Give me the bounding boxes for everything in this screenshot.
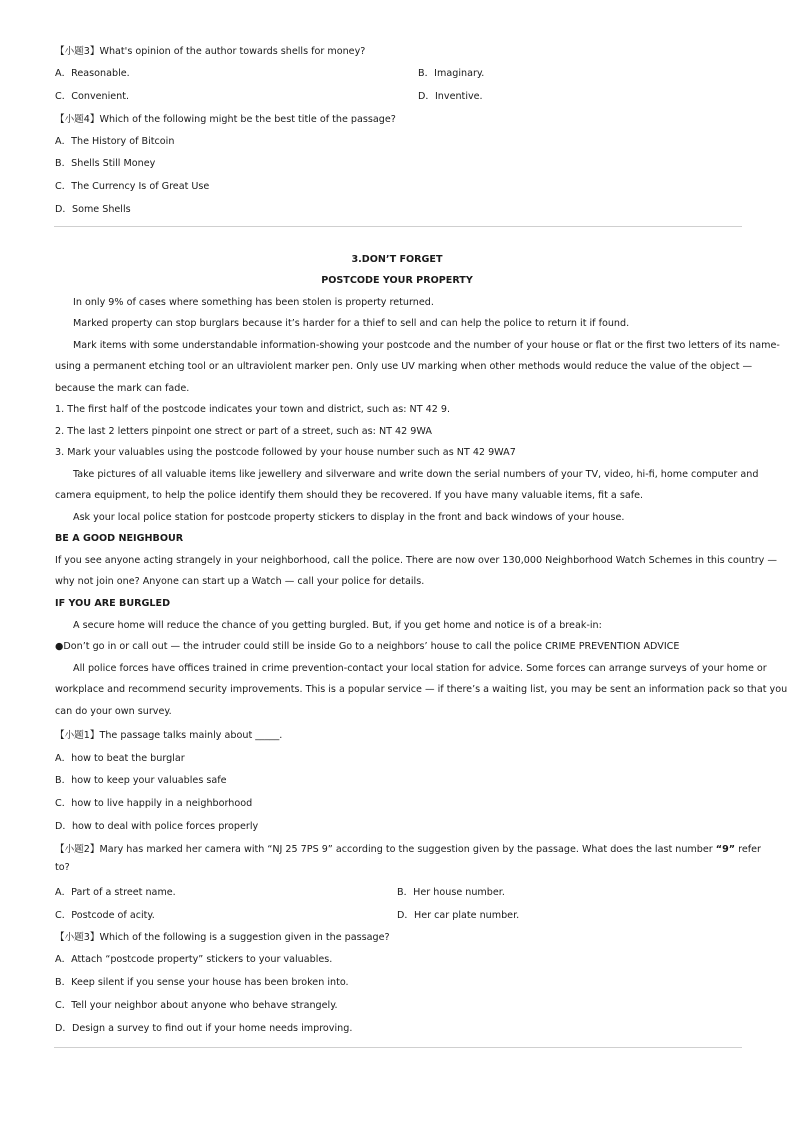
paragraph: Mark items with some understandable information-showing your postcode and the number of your house or flat or the first two letters of its name- (73, 340, 780, 351)
list-item: 1. The first half of the postcode indicates your town and district, such as: NT 42 9. (55, 404, 451, 415)
q4-option-b: B．Shells Still Money (55, 158, 156, 169)
paragraph-line: using a permanent etching tool or an ultraviolent marker pen. Only use UV marking when other methods would reduce the value of the object — (55, 361, 753, 372)
q3-stem: 【小题3】What's opinion of the author towards shells for money? (55, 46, 366, 57)
passage-subtitle: POSTCODE YOUR PROPERTY (321, 275, 473, 286)
q2-stem-tail: refer (735, 844, 761, 855)
q3b-option-a: A．Attach “postcode property” stickers to your valuables. (55, 954, 333, 965)
paragraph-line: why not join one? Anyone can start up a Watch — call your police for details. (55, 576, 425, 587)
divider (54, 1047, 742, 1048)
q2-option-c: C．Postcode of acity. (55, 910, 155, 921)
q3-option-a: A．Reasonable. (55, 68, 130, 79)
q3b-option-d: D．Design a survey to find out if your home needs improving. (55, 1023, 353, 1034)
q4-option-d: D．Some Shells (55, 204, 131, 215)
list-item: 2. The last 2 letters pinpoint one strect or part of a street, such as: NT 42 9WA (55, 426, 432, 437)
passage-title: 3.DON’T FORGET (351, 254, 443, 265)
q3b-stem: 【小题3】Which of the following is a suggestion given in the passage? (55, 932, 390, 943)
q2-option-d: D．Her car plate number. (397, 910, 520, 921)
q3-option-d: D．Inventive. (418, 91, 483, 102)
paragraph-line: camera equipment, to help the police identify them should they be recovered. If you have many valuable items, fit a safe. (55, 490, 644, 501)
paragraph: Marked property can stop burglars because it’s harder for a thief to sell and can help the police to return it if found. (73, 318, 630, 329)
paragraph: Ask your local police station for postcode property stickers to display in the front and back windows of your house. (73, 512, 625, 523)
q1-option-d: D．how to deal with police forces properly (55, 821, 259, 832)
section-heading: BE A GOOD NEIGHBOUR (55, 533, 184, 544)
paragraph: In only 9% of cases where something has been stolen is property returned. (73, 297, 434, 308)
q2-option-b: B．Her house number. (397, 887, 505, 898)
q1-option-c: C．how to live happily in a neighborhood (55, 798, 253, 809)
q4-option-c: C．The Currency Is of Great Use (55, 181, 210, 192)
bullet-item: ●Don’t go in or call out — the intruder could still be inside Go to a neighbors’ house to call the police CRIME PREVENTION ADVICE (55, 641, 680, 652)
q1-option-b: B．how to keep your valuables safe (55, 775, 227, 786)
divider (54, 226, 742, 227)
section-heading: IF YOU ARE BURGLED (55, 598, 171, 609)
paragraph: Take pictures of all valuable items like jewellery and silverware and write down the serial numbers of your TV, video, hi-fi, home computer and (73, 469, 759, 480)
q2-stem (55, 841, 761, 855)
paragraph-line: workplace and recommend security improvements. This is a popular service — if there’s a waiting list, you may be sent an information pack so that you (55, 684, 788, 695)
list-item: 3. Mark your valuables using the postcode followed by your house number such as NT 42 9WA7 (55, 447, 516, 458)
q2-stem-emphasis: “9” (715, 844, 736, 855)
paragraph: All police forces have offices trained in crime prevention-contact your local station for advice. Some forces can arrange surveys of your home or (73, 663, 767, 674)
paragraph: A secure home will reduce the chance of you getting burgled. But, if you get home and notice is of a break-in: (73, 620, 602, 631)
q4-option-a: A．The History of Bitcoin (55, 136, 175, 147)
q2-option-a: A．Part of a street name. (55, 887, 176, 898)
paragraph-line: because the mark can fade. (55, 383, 190, 394)
q1-stem: 【小题1】The passage talks mainly about _____. (55, 730, 283, 741)
paragraph-line: can do your own survey. (55, 706, 172, 717)
q3-option-b: B．Imaginary. (418, 68, 485, 79)
q2-stem-line2: to? (55, 862, 70, 873)
q3-option-c: C．Convenient. (55, 91, 130, 102)
q3b-option-b: B．Keep silent if you sense your house has been broken into. (55, 977, 349, 988)
q1-option-a: A．how to beat the burglar (55, 753, 185, 764)
q2-stem-text: 【小题2】Mary has marked her camera with “NJ 25 7PS 9” according to the suggestion given by the passage. What does the last number (55, 844, 716, 855)
q3b-option-c: C．Tell your neighbor about anyone who behave strangely. (55, 1000, 338, 1011)
q4-stem: 【小题4】Which of the following might be the best title of the passage? (55, 114, 396, 125)
paragraph: If you see anyone acting strangely in your neighborhood, call the police. There are now over 130,000 Neighborhood Watch Schemes in this country — (55, 555, 778, 566)
